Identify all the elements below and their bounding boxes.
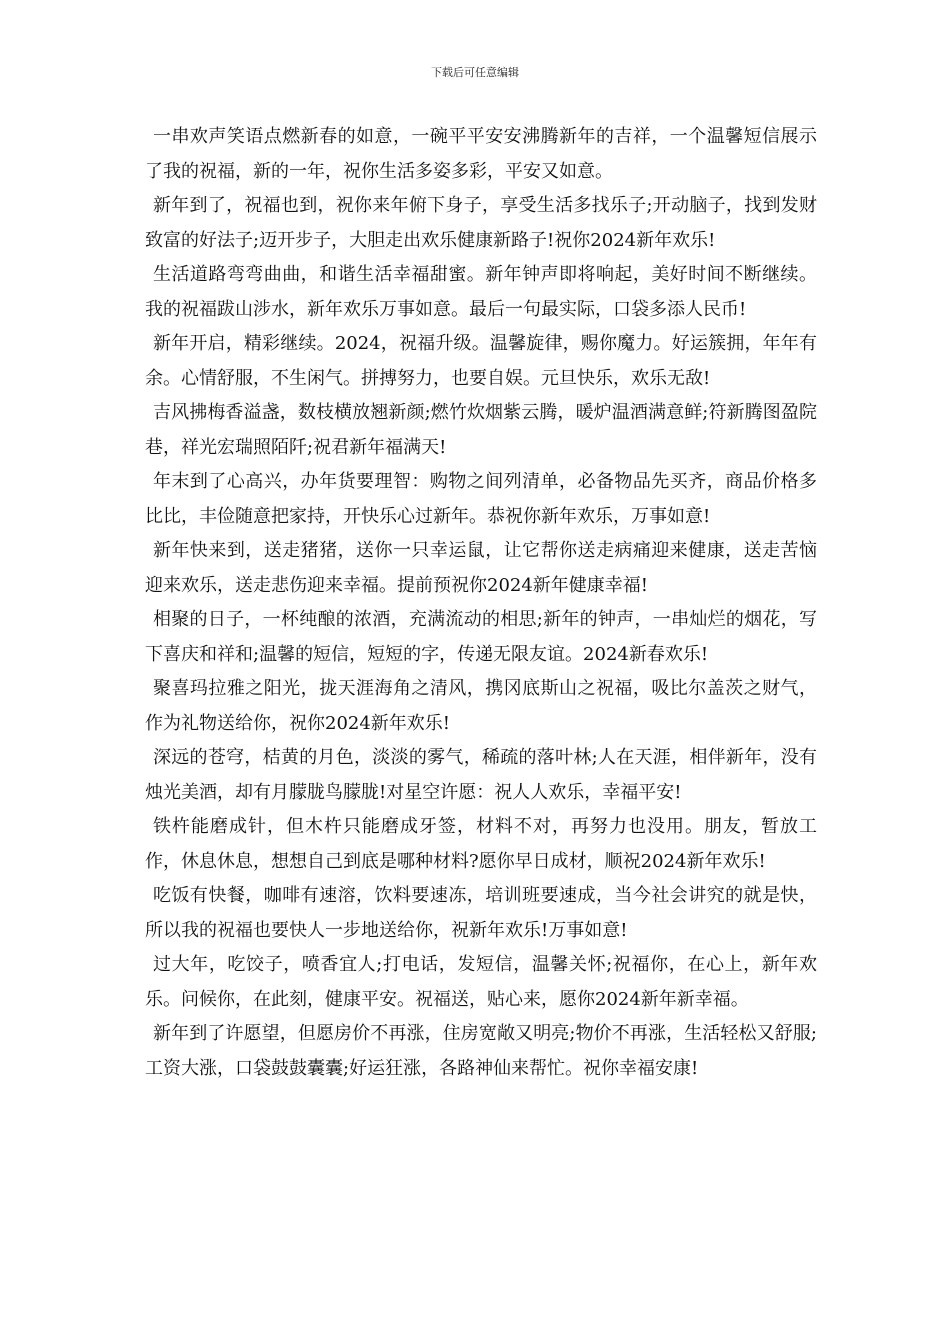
- paragraph: 深远的苍穹，桔黄的月色，淡淡的雾气，稀疏的落叶林;人在天涯，相伴新年，没有烛光美酒，却有月朦胧鸟朦胧!对星空许愿：祝人人欢乐，幸福平安!: [145, 747, 817, 803]
- paragraph: 新年到了许愿望，但愿房价不再涨，住房宽敞又明亮;物价不再涨，生活轻松又舒服;工资大涨，口袋鼓鼓囊囊;好运狂涨，各路神仙来帮忙。祝你幸福安康!: [145, 1023, 817, 1079]
- paragraph: 吉风拂梅香溢盏，数枝横放翘新颜;燃竹炊烟紫云腾，暖炉温酒满意鲜;符新腾图盈院巷，祥光宏瑞照陌阡;祝君新年福满天!: [145, 402, 817, 458]
- paragraph: 吃饭有快餐，咖啡有速溶，饮料要速冻，培训班要速成，当今社会讲究的就是快，所以我的祝福也要快人一步地送给你，祝新年欢乐!万事如意!: [145, 885, 817, 941]
- page-header-note: 下载后可任意编辑: [431, 66, 519, 79]
- document-body: [145, 120, 817, 1086]
- paragraph: 相聚的日子，一杯纯酿的浓酒，充满流动的相思;新年的钟声，一串灿烂的烟花，写下喜庆和祥和;温馨的短信，短短的字，传递无限友谊。2024新春欢乐!: [145, 609, 817, 665]
- paragraph: 聚喜玛拉雅之阳光，拢天涯海角之清风，携冈底斯山之祝福，吸比尔盖茨之财气，作为礼物送给你，祝你2024新年欢乐!: [145, 678, 817, 734]
- paragraph: 过大年，吃饺子，喷香宜人;打电话，发短信，温馨关怀;祝福你，在心上，新年欢乐。问候你，在此刻，健康平安。祝福送，贴心来，愿你2024新年新幸福。: [145, 954, 817, 1010]
- paragraph: 新年到了，祝福也到，祝你来年俯下身子，享受生活多找乐子;开动脑子，找到发财致富的好法子;迈开步子，大胆走出欢乐健康新路子!祝你2024新年欢乐!: [145, 195, 817, 251]
- paragraph: 一串欢声笑语点燃新春的如意，一碗平平安安沸腾新年的吉祥，一个温馨短信展示了我的祝福，新的一年，祝你生活多姿多彩，平安又如意。: [145, 126, 817, 182]
- paragraph: 新年快来到，送走猪猪，送你一只幸运鼠，让它帮你送走病痛迎来健康，送走苦恼迎来欢乐，送走悲伤迎来幸福。提前预祝你2024新年健康幸福!: [145, 540, 817, 596]
- paragraph: 新年开启，精彩继续。2024，祝福升级。温馨旋律，赐你魔力。好运簇拥，年年有余。心情舒服，不生闲气。拼搏努力，也要自娱。元旦快乐，欢乐无敌!: [145, 333, 817, 389]
- paragraph: 生活道路弯弯曲曲，和谐生活幸福甜蜜。新年钟声即将响起，美好时间不断继续。我的祝福跋山涉水，新年欢乐万事如意。最后一句最实际，口袋多添人民币!: [145, 264, 817, 320]
- paragraph: 年末到了心高兴，办年货要理智：购物之间列清单，必备物品先买齐，商品价格多比比，丰俭随意把家持，开快乐心过新年。恭祝你新年欢乐，万事如意!: [145, 471, 817, 527]
- paragraph: 铁杵能磨成针，但木杵只能磨成牙签，材料不对，再努力也没用。朋友，暂放工作，休息休息，想想自己到底是哪种材料?愿你早日成材，顺祝2024新年欢乐!: [145, 816, 817, 872]
